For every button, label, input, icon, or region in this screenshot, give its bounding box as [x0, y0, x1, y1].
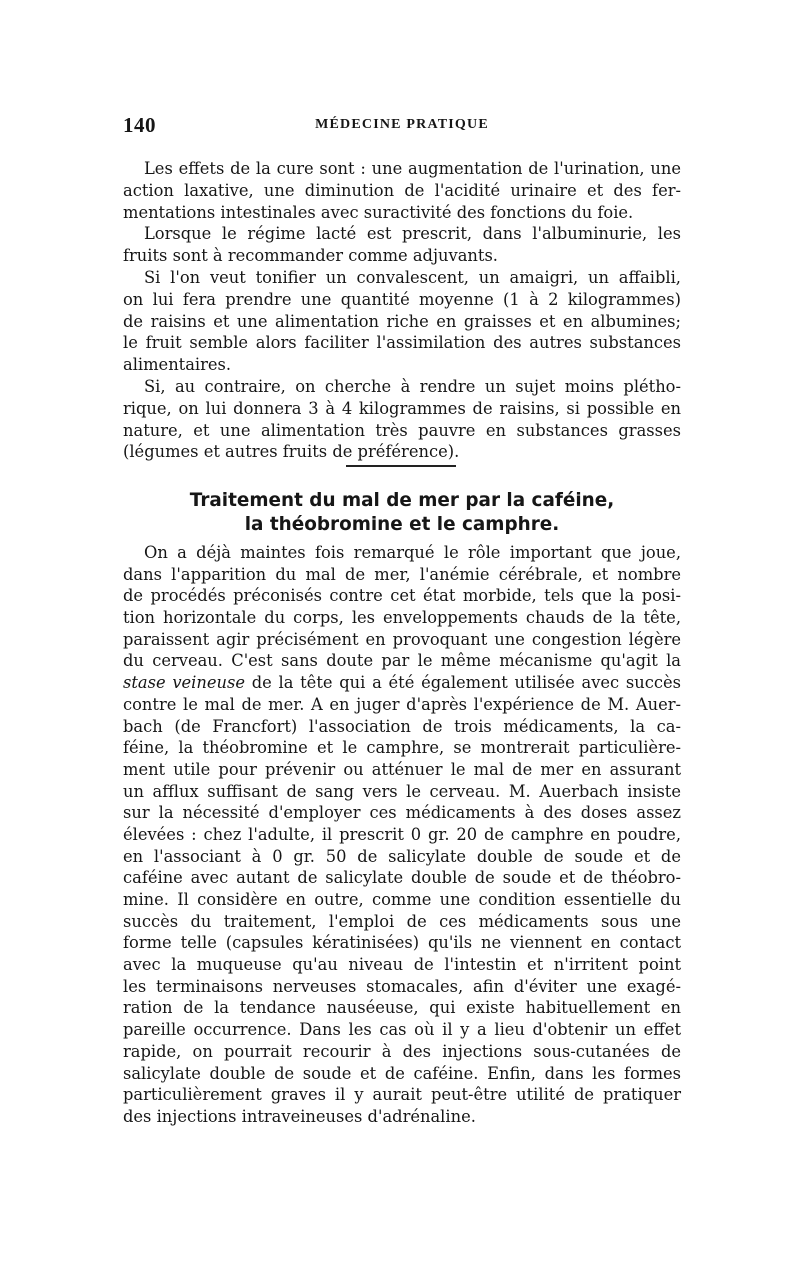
text-line: ration de la tendance nauséeuse, qui existe habituellement en: [123, 998, 681, 1018]
text-line: pareille occurrence. Dans les cas où il y a lieu d'obtenir un effet: [123, 1020, 681, 1040]
text-line: en l'associant à 0 gr. 50 de salicylate double de soude et de: [123, 846, 681, 866]
paragraph-seasickness: [123, 542, 681, 1128]
text-line: élevées : chez l'adulte, il prescrit 0 gr. 20 de camphre en poudre,: [123, 824, 681, 844]
text-line: du cerveau. C'est sans doute par le même mécanisme qu'agit la: [123, 651, 681, 671]
text-line: un afflux suffisant de sang vers le cerveau. M. Auerbach insiste: [123, 781, 681, 801]
text-line: rapide, on pourrait recourir à des injections sous-cutanées de: [123, 1041, 681, 1061]
text-line: de raisins et une alimentation riche en graisses et en albumines;: [123, 311, 681, 331]
text-line: dans l'apparition du mal de mer, l'anémie cérébrale, et nombre: [123, 564, 681, 584]
text-line: Si, au contraire, on cherche à rendre un sujet moins plétho-: [144, 376, 681, 396]
text-line: action laxative, une diminution de l'acidité urinaire et des fer-: [123, 180, 681, 200]
text-line: les terminaisons nerveuses stomacales, afin d'éviter une exagé-: [123, 976, 681, 996]
text-line: caféine avec autant de salicylate double de soude et de théobro-: [123, 868, 681, 888]
text-line: tion horizontale du corps, les enveloppements chauds de la tête,: [123, 608, 681, 628]
text-line: succès du traitement, l'emploi de ces médicaments sous une: [123, 911, 681, 931]
section-separator: [346, 465, 456, 467]
italic-term: stase veineuse: [123, 673, 245, 693]
paragraphs-grape-cure: [123, 158, 681, 463]
text-line: Lorsque le régime lacté est prescrit, dans l'albuminurie, les: [144, 224, 681, 244]
text-line: Les effets de la cure sont : une augmentation de l'urination, une: [144, 159, 681, 178]
heading-line-2: la théobromine et le camphre.: [244, 514, 560, 535]
text-line: rique, on lui donnera 3 à 4 kilogrammes de raisins, si possible en: [123, 398, 681, 418]
text-line: nature, et une alimentation très pauvre en substances grasses: [123, 420, 681, 440]
text-line: (légumes et autres fruits de préférence).: [123, 442, 460, 462]
text-line: forme telle (capsules kératinisées) qu'ils ne viennent en contact: [123, 933, 681, 953]
text-line: féine, la théobromine et le camphre, se montrerait particulière-: [123, 738, 681, 758]
text-line: fruits sont à recommander comme adjuvants.: [123, 246, 498, 266]
text-line: on lui fera prendre une quantité moyenne (1 à 2 kilogrammes): [123, 289, 681, 309]
text-line: Si l'on veut tonifier un convalescent, un amaigri, un affaibli,: [144, 267, 681, 287]
running-head: [123, 113, 681, 143]
text-line: bach (de Francfort) l'association de trois médicaments, la ca-: [123, 716, 681, 736]
text-line: alimentaires.: [123, 355, 232, 375]
text-line: salicylate double de soude et de caféine. Enfin, dans les formes: [123, 1063, 681, 1083]
text-line: contre le mal de mer. A en juger d'après l'expérience de M. Auer-: [123, 694, 681, 714]
page-number: 140: [123, 113, 156, 137]
text-line: avec la muqueuse qu'au niveau de l'intestin et n'irritent point: [123, 955, 681, 975]
heading-line-1: Traitement du mal de mer par la caféine,: [189, 490, 615, 511]
section-heading: [123, 489, 681, 537]
text-line: le fruit semble alors faciliter l'assimilation des autres substances: [123, 333, 681, 353]
text-line: sur la nécessité d'employer ces médicaments à des doses assez: [123, 803, 681, 823]
text-line-rest: de la tête qui a été également utilisée avec succès: [244, 673, 681, 693]
text-line: de procédés préconisés contre cet état morbide, tels que la posi-: [123, 586, 681, 606]
running-title: MÉDECINE PRATIQUE: [315, 117, 489, 132]
text-line: particulièrement graves il y aurait peut-être utilité de pratiquer: [123, 1085, 681, 1105]
text-line: des injections intraveineuses d'adrénaline.: [123, 1106, 476, 1126]
text-line: paraissent agir précisément en provoquant une congestion légère: [123, 629, 681, 649]
text-line: mentations intestinales avec suractivité des fonctions du foie.: [123, 202, 634, 222]
text-line: ment utile pour prévenir ou atténuer le mal de mer en assurant: [123, 759, 681, 779]
text-line: On a déjà maintes fois remarqué le rôle important que joue,: [144, 543, 681, 562]
text-line: mine. Il considère en outre, comme une condition essentielle du: [123, 890, 681, 909]
text-line-with-italic: [123, 672, 681, 694]
